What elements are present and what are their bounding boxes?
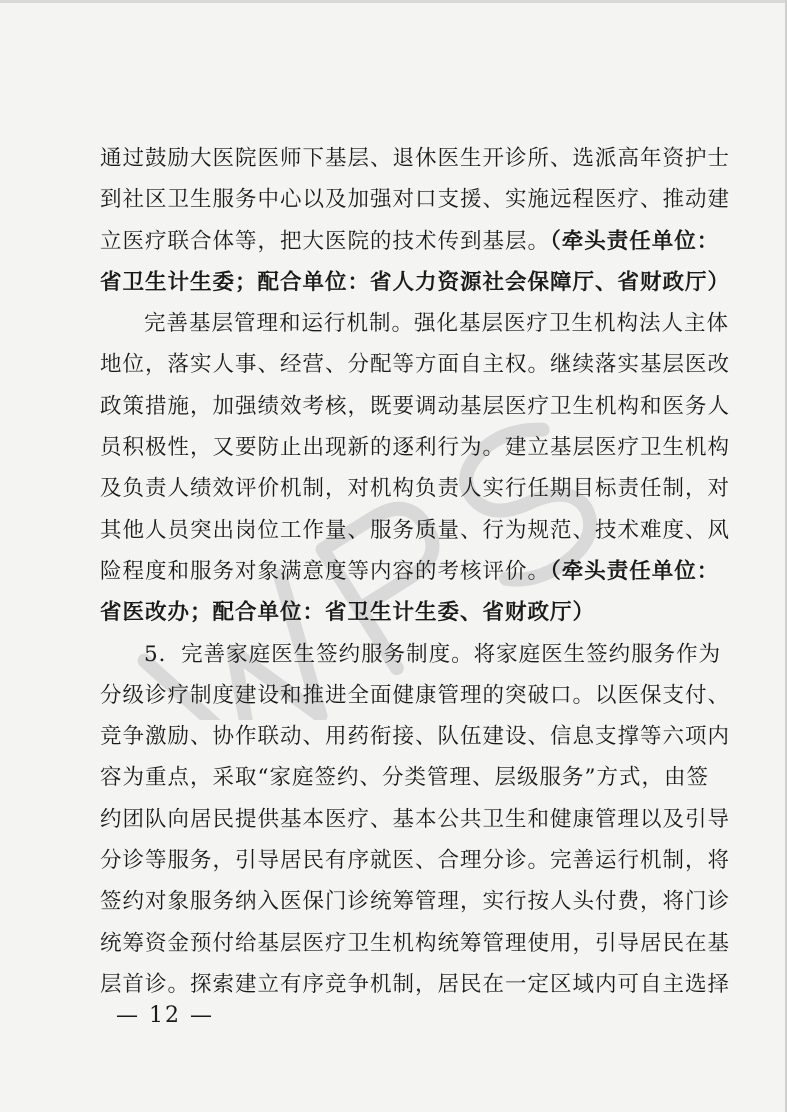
text-segment: 地位，落实人事、经营、分配等方面自主权。继续落实基层医改 [100, 352, 731, 378]
text-segment: 5．完善家庭医生签约服务制度。将家庭医生签约服务作为 [144, 641, 722, 667]
text-segment: 其他人员突出岗位工作量、服务质量、行为规范、技术难度、风 [100, 517, 731, 543]
text-segment: 立医疗联合体等，把大医院的技术传到基层。 [100, 228, 551, 254]
text-segment: 容为重点，采取“家庭签约、分类管理、层级服务”方式，由签 [100, 765, 709, 791]
bold-text-segment: 省卫生计生委；配合单位：省人力资源社会保障厅、省财政厅） [100, 269, 731, 295]
text-segment: 分诊等服务，引导居民有序就医、合理分诊。完善运行机制，将 [100, 848, 731, 874]
text-line [100, 344, 731, 385]
bold-text-segment: 省医改办；配合单位：省卫生计生委、省财政厅） [100, 600, 596, 626]
text-line [100, 964, 731, 1005]
text-line [100, 551, 720, 592]
text-line [100, 634, 722, 675]
text-segment: 险程度和服务对象满意度等内容的考核评价。 [100, 558, 551, 584]
text-segment: 政策措施，加强绩效考核，既要调动基层医疗卫生机构和医务人 [100, 393, 731, 419]
paragraph-p2 [100, 303, 731, 633]
text-segment: 分级诊疗制度建设和推进全面健康管理的突破口。以医保支付、 [100, 682, 731, 708]
text-segment: 竞争激励、协作联动、用药衔接、队伍建设、信息支撑等六项内 [100, 724, 731, 750]
text-line [100, 221, 720, 262]
text-segment: 约团队向居民提供基本医疗、基本公共卫生和健康管理以及引导 [100, 806, 731, 832]
text-line [100, 138, 731, 179]
text-line [100, 179, 731, 220]
text-segment: 到社区卫生服务中心以及加强对口支援、实施远程医疗、推动建 [100, 187, 731, 213]
text-line [100, 840, 731, 881]
text-segment: 通过鼓励大医院医师下基层、退休医生开诊所、选派高年资护士 [100, 146, 731, 171]
text-line [100, 510, 731, 551]
text-line [100, 386, 731, 427]
text-line [100, 427, 731, 468]
text-line [100, 592, 690, 633]
scan-edge-top [0, 0, 787, 3]
text-segment: 签约对象服务纳入医保门诊统筹管理，实行按人头付费，将门诊 [100, 889, 731, 915]
text-segment: 及负责人绩效评价机制，对机构负责人实行任期目标责任制，对 [100, 476, 731, 502]
text-line [100, 675, 731, 716]
text-segment: 统筹资金预付给基层医疗卫生机构统筹管理使用，引导居民在基 [100, 930, 731, 956]
text-segment: 员积极性，又要防止出现新的逐利行为。建立基层医疗卫生机构 [100, 435, 731, 461]
bold-text-segment: （牵头责任单位： [550, 228, 720, 254]
text-line [100, 799, 731, 840]
paragraph-p3 [100, 634, 731, 1006]
text-line [100, 303, 730, 344]
text-line [100, 468, 731, 509]
text-line [100, 262, 731, 303]
page-number: — 12 — [116, 1003, 214, 1028]
body-text [100, 138, 731, 1005]
text-line [100, 716, 731, 757]
text-line [100, 881, 731, 922]
text-segment: 完善基层管理和运行机制。强化基层医疗卫生机构法人主体 [144, 311, 730, 337]
paragraph-p1 [100, 138, 731, 303]
text-line [100, 757, 709, 798]
text-segment: 层首诊。探索建立有序竞争机制，居民在一定区域内可自主选择 [100, 971, 731, 997]
bold-text-segment: （牵头责任单位： [550, 558, 720, 584]
text-line [100, 923, 731, 964]
